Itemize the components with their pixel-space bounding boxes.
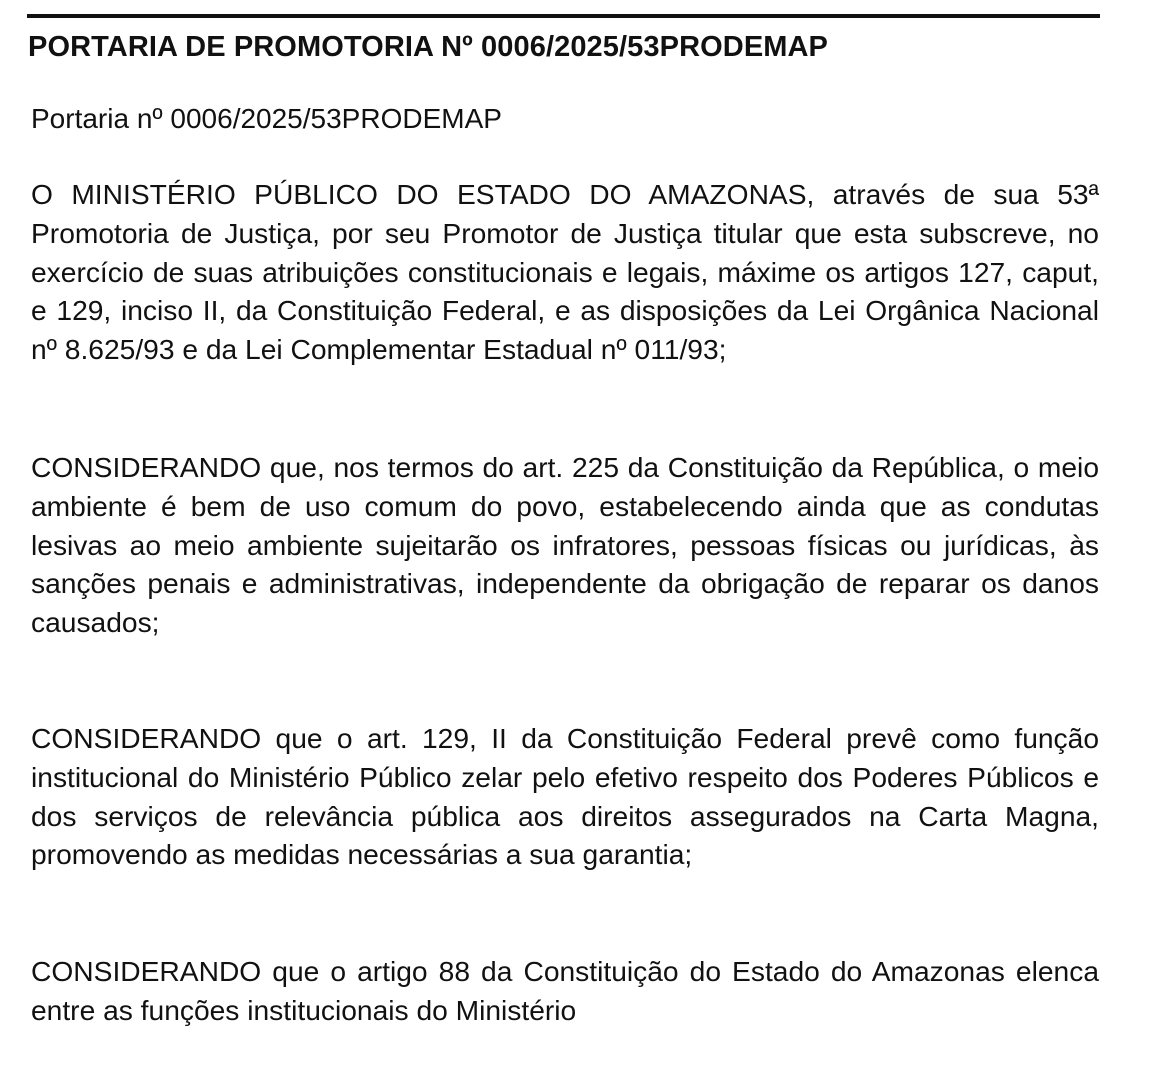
considerando-paragraph-1: CONSIDERANDO que, nos termos do art. 225 da Constituição da República, o meio ambiente é bem de uso comum do povo, estabelecendo ainda que as condutas lesivas ao meio ambiente sujeitarão os infratores, pessoas físicas ou jurídicas, às sanções penais e administrativas, independente da obrigação de reparar os danos causados; bbox=[31, 451, 1099, 639]
document-title: PORTARIA DE PROMOTORIA Nº 0006/2025/53PRODEMAP bbox=[28, 31, 829, 63]
preamble-paragraph: O MINISTÉRIO PÚBLICO DO ESTADO DO AMAZONAS, através de sua 53ª Promotoria de Justiça, por seu Promotor de Justiça titular que esta subscreve, no exercício de suas atribuições constitucionais e legais, máxime os artigos 127, caput, e 129, inciso II, da Constituição Federal, e as disposições da Lei Orgânica Nacional nº 8.625/93 e da Lei Complementar Estadual nº 011/93; bbox=[31, 178, 1099, 366]
document-subtitle: Portaria nº 0006/2025/53PRODEMAP bbox=[31, 103, 502, 134]
considerando-paragraph-2: CONSIDERANDO que o art. 129, II da Constituição Federal prevê como função institucional do Ministério Público zelar pelo efetivo respeito dos Poderes Públicos e dos serviços de relevância pública aos direitos assegurados na Carta Magna, promovendo as medidas necessárias a sua garantia; bbox=[31, 722, 1099, 871]
considerando-paragraph-3: CONSIDERANDO que o artigo 88 da Constituição do Estado do Amazonas elenca entre as funções institucionais do Ministério bbox=[31, 955, 1099, 1026]
top-divider-rule bbox=[27, 14, 1100, 18]
